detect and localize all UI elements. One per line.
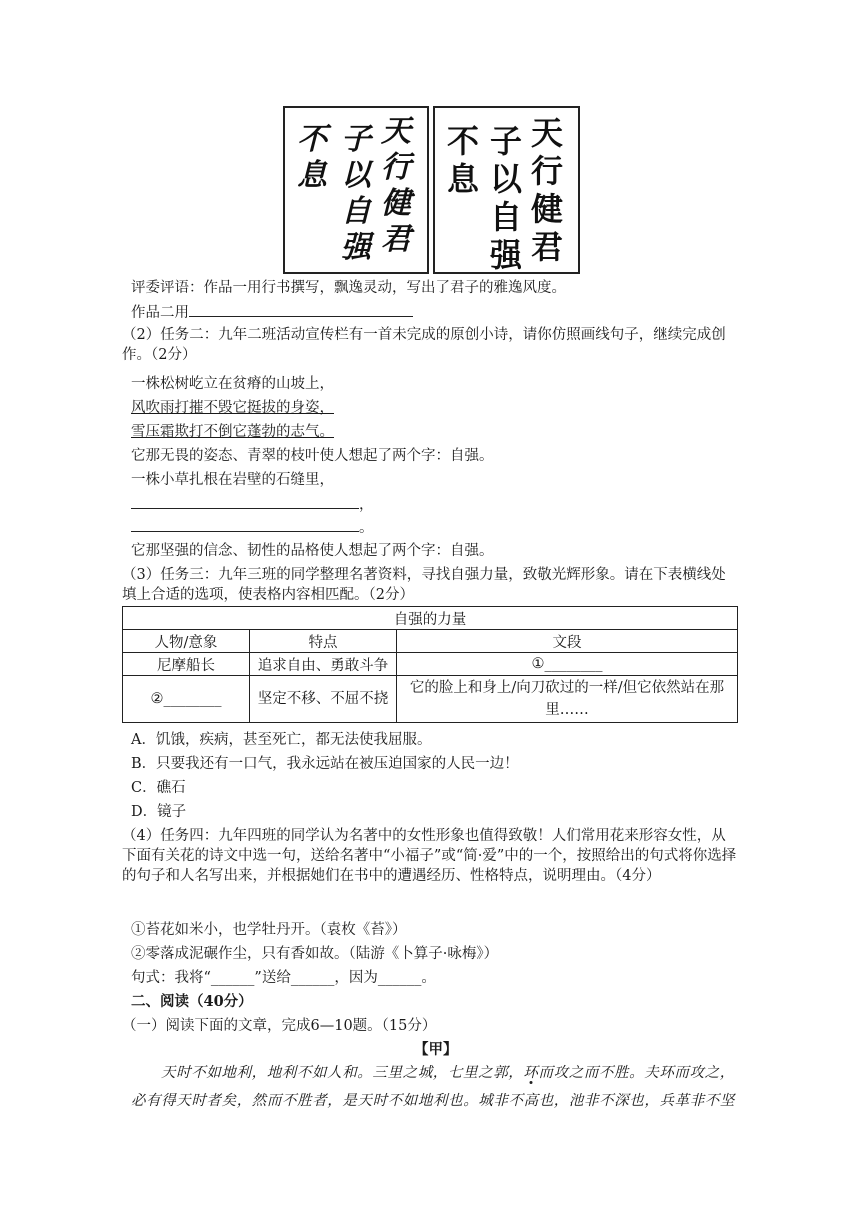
calligraphy-work-1 (283, 106, 429, 274)
punctuation: 。 (359, 520, 374, 536)
ancient-passage-line (131, 1058, 739, 1088)
table-header: 文段 (397, 630, 738, 653)
calligraphy-char: 行 (531, 152, 564, 190)
poem-underlined-line: 雪压霜欺打不倒它蓬勃的志气。 (131, 424, 334, 440)
calligraphy-char: 息 (297, 158, 327, 193)
table-header: 人物/意象 (123, 630, 250, 653)
table-cell: 坚定不移、不屈不挠 (250, 676, 397, 723)
calligraphy-column (297, 122, 327, 194)
calligraphy-char: 强 (490, 236, 523, 274)
calligraphy-column (447, 122, 479, 198)
dotted-char: 环 (523, 1065, 539, 1081)
calligraphy-char: 不 (447, 122, 480, 160)
table-header: 特点 (250, 630, 397, 653)
option-b: B．只要我还有一口气，我永远站在被压迫国家的人民一边！ (131, 756, 519, 772)
poem-underlined-line: 风吹雨打摧不毁它挺拔的身姿， (131, 400, 334, 416)
option-d: D．镜子 (131, 804, 187, 820)
calligraphy-char: 君 (381, 222, 411, 257)
reading-intro: （一）阅读下面的文章，完成6—10题。（15分） (122, 1018, 437, 1034)
option-a: A．饥饿，疾病，甚至死亡，都无法使我屈服。 (131, 732, 432, 748)
calligraphy-char: 天 (381, 114, 411, 149)
answer-blank[interactable] (189, 302, 413, 317)
strength-table (122, 606, 738, 723)
calligraphy-char: 健 (531, 190, 564, 228)
table-title: 自强的力量 (123, 607, 738, 630)
table-cell: 它的脸上和身上/向刀砍过的一样/但它依然站在那里…… (397, 676, 738, 723)
poem-line: 它那无畏的姿态、青翠的枝叶使人想起了两个字：自强。 (131, 448, 494, 464)
calligraphy-char: 健 (381, 186, 411, 221)
poem-line: 它那坚强的信念、韧性的品格使人想起了两个字：自强。 (131, 543, 494, 559)
calligraphy-char: 行 (381, 150, 411, 185)
table-cell: 尼摩船长 (123, 653, 250, 676)
passage-title: 【甲】 (414, 1041, 458, 1058)
quote-2: ②零落成泥碾作尘，只有香如故。（陆游《卜算子·咏梅》） (131, 946, 499, 962)
section-heading: 二、阅读（40分） (131, 993, 253, 1010)
passage-text: 天时不如地利，地利不如人和。三里之城，七里之郭， (161, 1065, 524, 1081)
task3-intro: （3）任务三：九年三班的同学整理名著资料，寻找自强力量，致敬光辉形象。请在下表横线处填上合适的选项，使表格内容相匹配。（2分） (122, 567, 726, 603)
punctuation: ， (359, 497, 374, 513)
poem-blank-line (131, 517, 374, 538)
poem-line: 一株小草扎根在岩壁的石缝里， (131, 472, 334, 488)
answer-pattern: 句式：我将“______”送给______，因为______。 (131, 970, 436, 986)
review-comment: 评委评语：作品一用行书撰写，飘逸灵动，写出了君子的雅逸风度。 (131, 280, 566, 296)
calligraphy-column (531, 114, 563, 266)
ancient-passage-line: 必有得天时者矣，然而不胜者，是天时不如地利也。城非不高也，池非不深也，兵革非不坚 (131, 1093, 735, 1109)
calligraphy-char: 君 (531, 228, 564, 266)
calligraphy-column (341, 122, 371, 266)
option-c: C．礁石 (131, 780, 186, 796)
calligraphy-column (381, 114, 411, 258)
calligraphy-work-2 (433, 106, 580, 274)
answer-blank[interactable] (131, 517, 359, 532)
poem-blank-line (131, 494, 374, 515)
table-row (123, 653, 738, 676)
calligraphy-char: 天 (531, 114, 564, 152)
calligraphy-char: 子 (490, 122, 523, 160)
calligraphy-char: 强 (341, 230, 371, 265)
calligraphy-char: 子 (341, 122, 371, 157)
calligraphy-char: 息 (447, 160, 480, 198)
calligraphy-char: 不 (297, 122, 327, 157)
table-cell-blank[interactable]: ①________ (397, 653, 738, 676)
calligraphy-char: 自 (490, 198, 523, 236)
task4-intro: （4）任务四：九年四班的同学认为名著中的女性形象也值得致敬！人们常用花来形容女性，从下面有关花的诗文中选一句，送给名著中“小福子”或“简·爱”中的一个，按照给出的句式将你选择的句子和人名写出来，并根据她们在书中的遭遇经历、性格特点，说明理由。（4分） (122, 828, 737, 884)
calligraphy-char: 自 (341, 194, 371, 229)
calligraphy-char: 以 (490, 160, 523, 198)
table-cell-blank[interactable]: ②________ (123, 676, 250, 723)
answer-blank[interactable] (131, 494, 359, 509)
passage-text: 而攻之而不胜。夫环而攻之， (538, 1065, 735, 1081)
calligraphy-char: 以 (341, 158, 371, 193)
table-row (123, 676, 738, 723)
work2-prefix: 作品二用 (131, 305, 189, 321)
quote-1: ①苔花如米小，也学牡丹开。（袁枚《苔》） (131, 922, 407, 938)
calligraphy-column (490, 122, 522, 274)
poem-line: 一株松树屹立在贫瘠的山坡上， (131, 376, 334, 392)
table-cell: 追求自由、勇敢斗争 (250, 653, 397, 676)
task2-intro: （2）任务二：九年二班活动宣传栏有一首未完成的原创小诗，请你仿照画线句子，继续完成创作。（2分） (122, 327, 726, 363)
work2-answer-line (131, 302, 413, 323)
